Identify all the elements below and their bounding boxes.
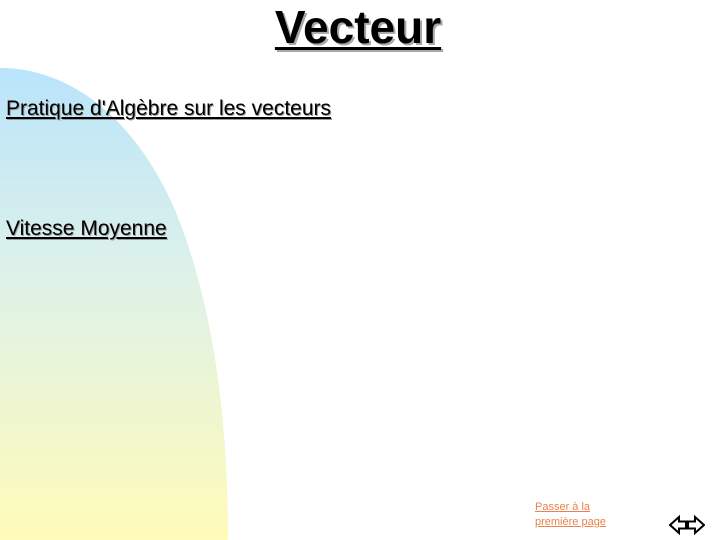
go-to-first-page-link[interactable]: Passer à la première page bbox=[535, 501, 606, 528]
slide-navigation bbox=[669, 514, 705, 536]
arrow-right-icon[interactable] bbox=[687, 514, 705, 536]
link-vector-algebra-practice[interactable]: Pratique d'Algèbre sur les vecteurs bbox=[6, 97, 332, 120]
link-average-velocity[interactable]: Vitesse Moyenne bbox=[6, 217, 167, 240]
slide-title: Vecteur bbox=[274, 1, 442, 53]
arrow-left-icon[interactable] bbox=[669, 514, 687, 536]
